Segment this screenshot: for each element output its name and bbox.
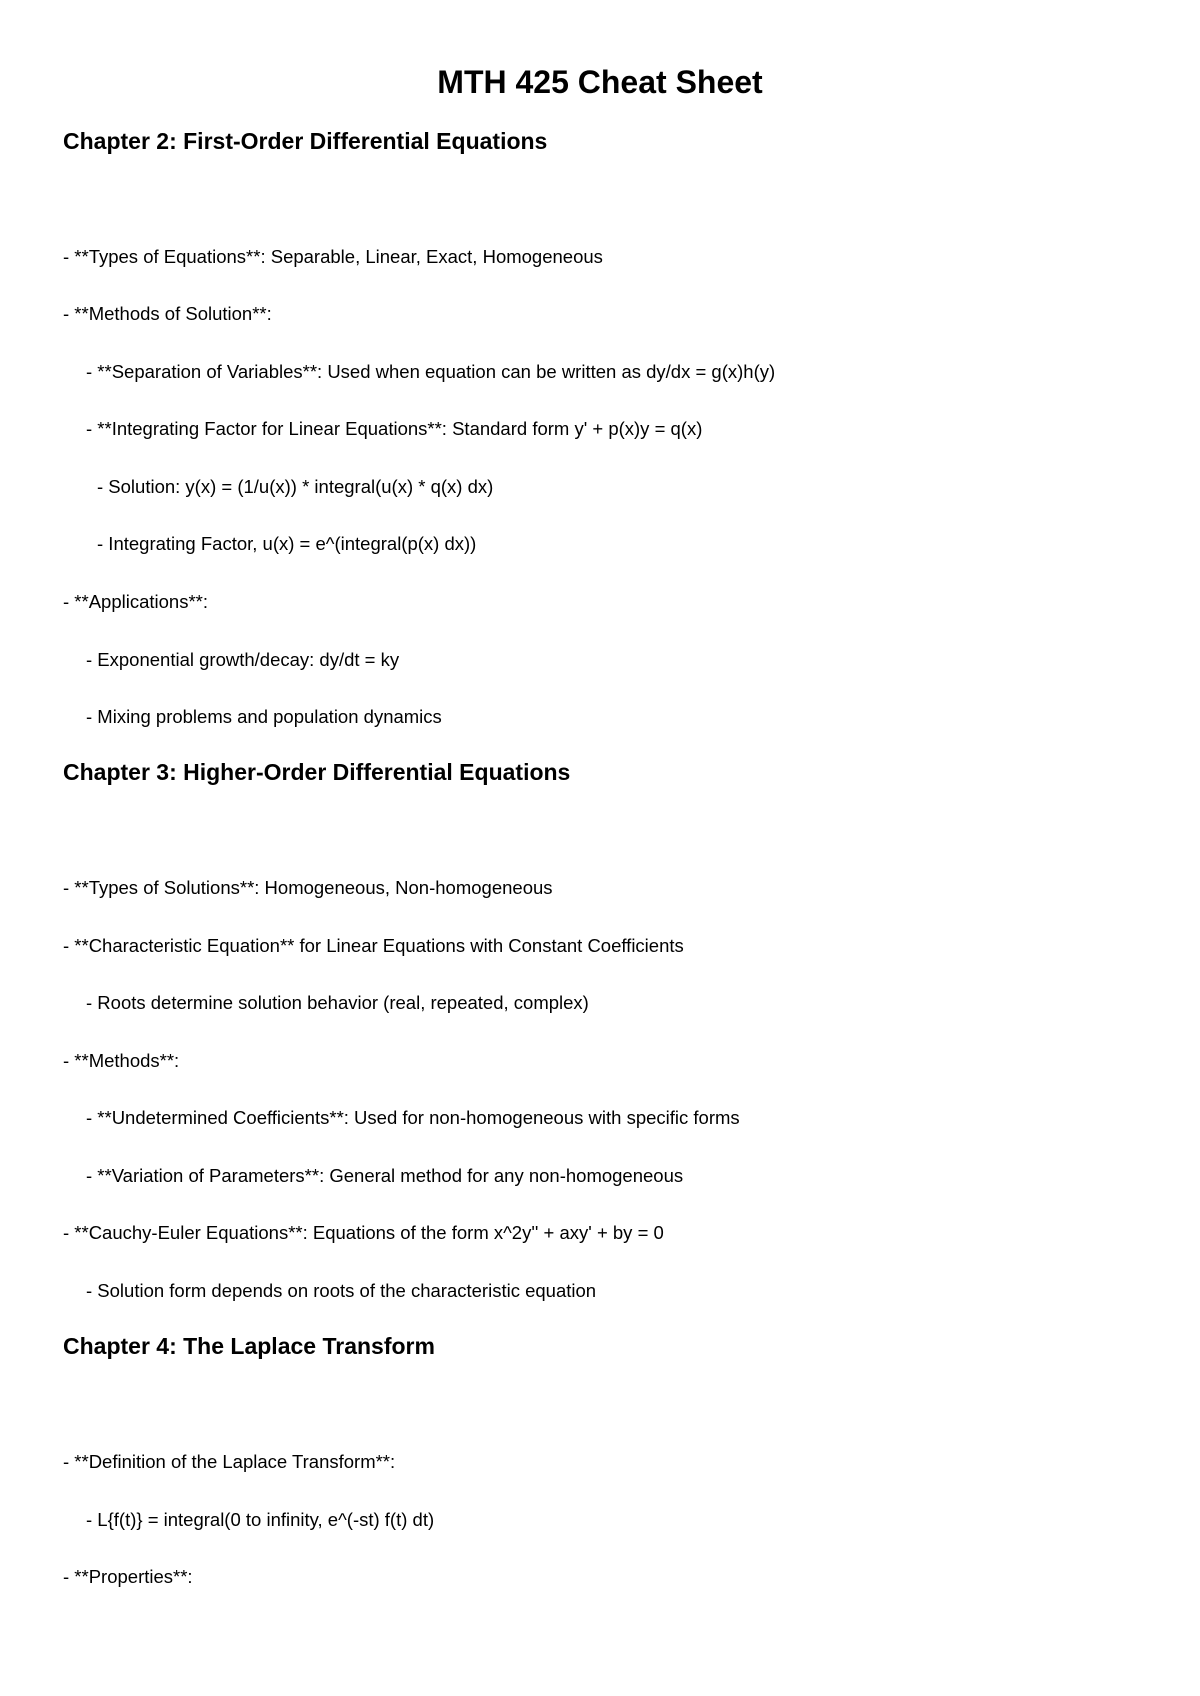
list-item: - Roots determine solution behavior (real, repeated, complex) [86, 992, 589, 1013]
list-item: - Integrating Factor, u(x) = e^(integral(p(x) dx)) [97, 533, 477, 554]
list-item: - **Methods of Solution**: [63, 303, 272, 324]
list-item: - Exponential growth/decay: dy/dt = ky [86, 649, 400, 670]
list-item: - Mixing problems and population dynamics [86, 706, 442, 727]
page-title: MTH 425 Cheat Sheet [437, 64, 763, 100]
list-item: - **Separation of Variables**: Used when equation can be written as dy/dx = g(x)h(y) [86, 361, 776, 382]
list-item: - **Variation of Parameters**: General method for any non-homogeneous [86, 1165, 684, 1186]
list-item: - **Definition of the Laplace Transform**: [63, 1451, 396, 1472]
list-item: - **Types of Equations**: Separable, Linear, Exact, Homogeneous [63, 246, 603, 267]
list-item: - L{f(t)} = integral(0 to infinity, e^(-st) f(t) dt) [86, 1509, 435, 1530]
list-item: - Solution form depends on roots of the characteristic equation [86, 1280, 597, 1301]
chapter-2-heading: Chapter 2: First-Order Differential Equations [63, 128, 548, 154]
list-item: - **Integrating Factor for Linear Equations**: Standard form y' + p(x)y = q(x) [86, 418, 703, 439]
list-item: - **Undetermined Coefficients**: Used for non-homogeneous with specific forms [86, 1107, 740, 1128]
list-item: - **Types of Solutions**: Homogeneous, Non-homogeneous [63, 877, 553, 898]
chapter-4-heading: Chapter 4: The Laplace Transform [63, 1333, 435, 1359]
list-item: - **Properties**: [63, 1566, 193, 1587]
list-item: - **Cauchy-Euler Equations**: Equations of the form x^2y'' + axy' + by = 0 [63, 1222, 664, 1243]
list-item: - **Characteristic Equation** for Linear Equations with Constant Coefficients [63, 935, 684, 956]
list-item: - Solution: y(x) = (1/u(x)) * integral(u(x) * q(x) dx) [97, 476, 494, 497]
list-item: - **Methods**: [63, 1050, 180, 1071]
chapter-3-heading: Chapter 3: Higher-Order Differential Equations [63, 759, 571, 785]
list-item: - **Applications**: [63, 591, 208, 612]
